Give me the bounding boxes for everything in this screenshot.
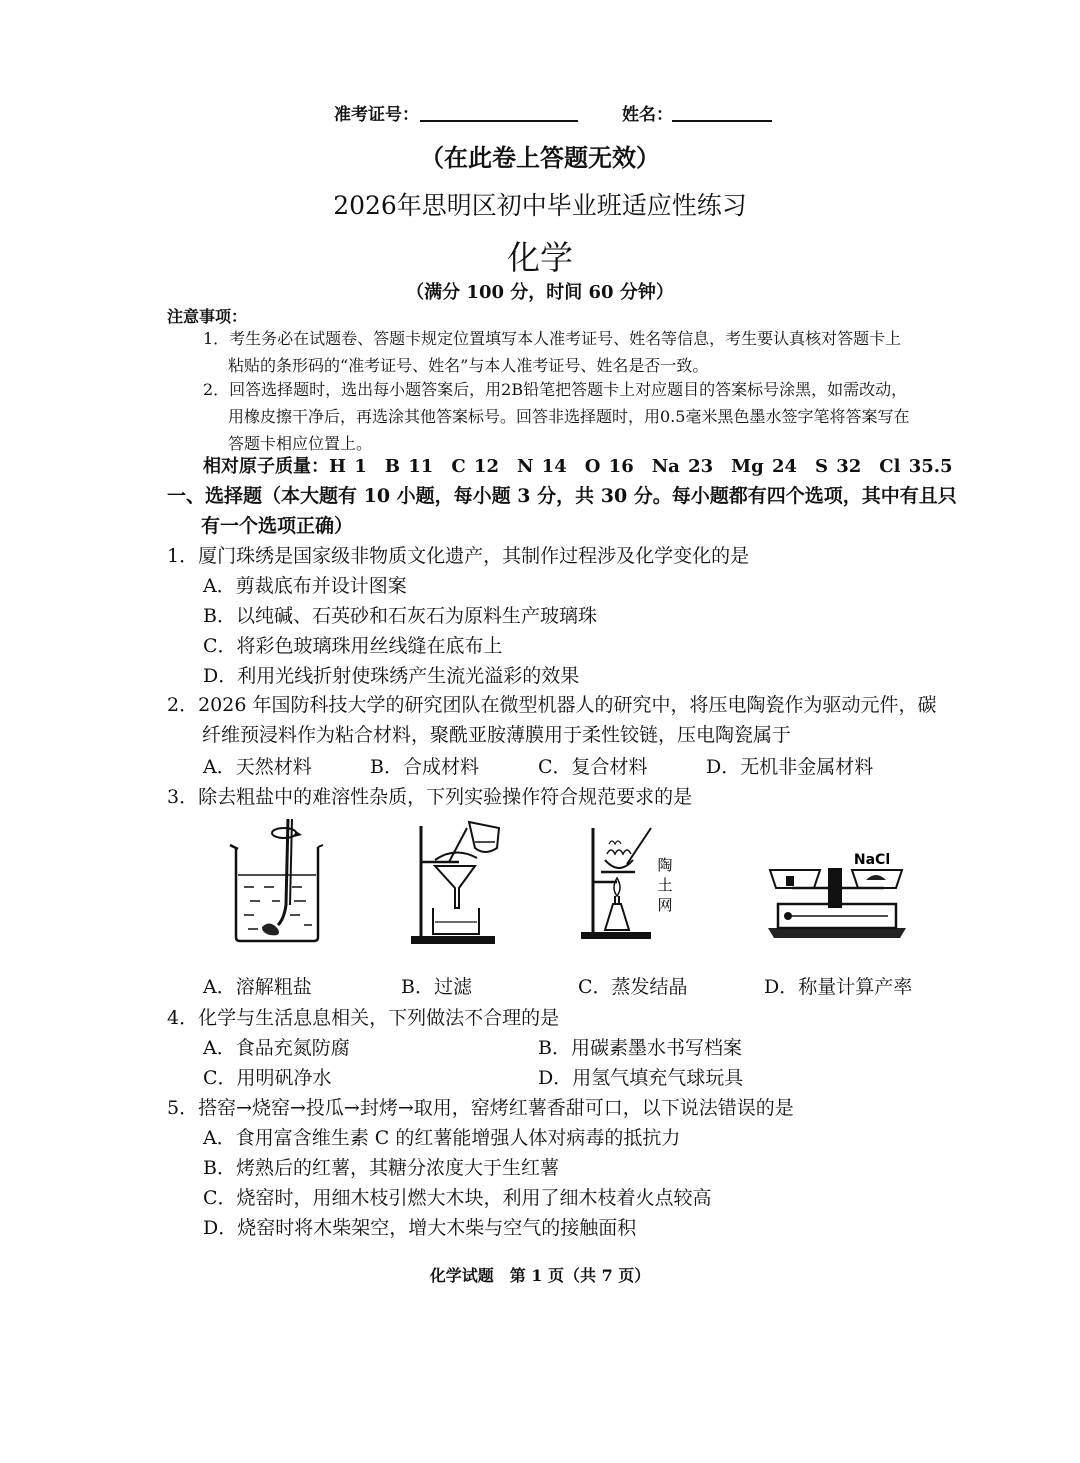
question-5-stem: 5．搭窑→烧窑→投瓜→封烤→取用，窑烤红薯香甜可口，以下说法错误的是 <box>167 1097 794 1119</box>
question-1-option-b: B．以纯碱、石英砂和石灰石为原料生产玻璃珠 <box>203 605 597 627</box>
question-3-option-b: B．过滤 <box>401 976 472 998</box>
question-3-option-c: C．蒸发结晶 <box>578 976 688 998</box>
question-4-option-b: B．用碳素墨水书写档案 <box>538 1037 742 1059</box>
gauze-label-3: 网 <box>657 896 673 914</box>
instruction-1-line2: 粘贴的条形码的“准考证号、姓名”与本人准考证号、姓名是否一致。 <box>228 356 709 375</box>
subject-title: 化学 <box>507 238 573 277</box>
instruction-item-2 <box>203 376 909 457</box>
question-2-option-b: B．合成材料 <box>370 756 479 778</box>
question-2-stem-line2: 纤维预浸料作为粘合材料，聚酰亚胺薄膜用于柔性铰链，压电陶瓷属于 <box>202 724 792 746</box>
question-1-option-d: D．利用光线折射使珠绣产生流光溢彩的效果 <box>203 665 580 687</box>
score-time: （满分 100 分，时间 60 分钟） <box>406 282 674 303</box>
question-1-option-c: C．将彩色玻璃珠用丝线缝在底布上 <box>203 635 503 657</box>
question-2-stem <box>167 690 936 750</box>
invalid-notice: （在此卷上答题无效） <box>420 143 660 172</box>
instructions-title: 注意事项： <box>167 307 248 326</box>
question-5-option-d: D．烧窑时将木柴架空，增大木柴与空气的接触面积 <box>203 1217 637 1239</box>
question-4-option-c: C．用明矾净水 <box>203 1067 332 1089</box>
page-title: 2026年思明区初中毕业班适应性练习 <box>333 191 747 220</box>
gauze-label-1: 陶 <box>657 856 673 874</box>
instruction-2-line2: 用橡皮擦干净后，再选涂其他答案标号。回答非选择题时，用0.5毫米黑色墨水签字笔将答案写在 <box>228 407 910 426</box>
question-4-stem: 4．化学与生活息息相关，下列做法不合理的是 <box>167 1007 560 1029</box>
question-5-option-b: B．烤熟后的红薯，其糖分浓度大于生红薯 <box>203 1157 559 1179</box>
section-heading <box>167 481 957 541</box>
section-heading-line2: 有一个选项正确） <box>201 515 354 537</box>
question-2-option-d: D．无机非金属材料 <box>706 756 874 778</box>
question-5-option-a: A．食用富含维生素 C 的红薯能增强人体对病毒的抵抗力 <box>203 1127 681 1149</box>
question-3-stem: 3．除去粗盐中的难溶性杂质，下列实验操作符合规范要求的是 <box>167 786 693 808</box>
instruction-item-1 <box>203 325 901 379</box>
exam-number-blank <box>420 120 578 122</box>
instruction-1-line1: 1．考生务必在试题卷、答题卡规定位置填写本人准考证号、姓名等信息，考生要认真核对答题卡上 <box>203 329 902 348</box>
dissolve-beaker-figure <box>222 815 332 945</box>
question-2-option-a: A．天然材料 <box>203 756 312 778</box>
instruction-2-line3: 答题卡相应位置上。 <box>228 434 373 453</box>
page-footer: 化学试题 第 1 页（共 7 页） <box>429 1266 651 1285</box>
instruction-2-line1: 2．回答选择题时，选出每小题答案后，用2B铅笔把答题卡上对应题目的答案标号涂黑，如需改动， <box>203 380 908 399</box>
question-3-option-d: D．称量计算产率 <box>764 976 913 998</box>
section-heading-line1: 一、选择题（本大题有 10 小题，每小题 3 分，共 30 分。每小题都有四个选项，其中有且只 <box>167 485 957 507</box>
evaporation-figure <box>575 820 685 950</box>
question-2-stem-line1: 2．2026 年国防科技大学的研究团队在微型机器人的研究中，将压电陶瓷作为驱动元件，碳 <box>167 694 937 716</box>
exam-number-label: 准考证号： <box>334 105 419 125</box>
nacl-label: NaCl <box>853 852 891 868</box>
name-label: 姓名： <box>622 105 673 125</box>
question-4-option-a: A．食品充氮防腐 <box>203 1037 350 1059</box>
question-3-option-a: A．溶解粗盐 <box>203 976 312 998</box>
question-2-option-c: C．复合材料 <box>538 756 648 778</box>
question-5-option-c: C．烧窑时，用细木枝引燃大木块，利用了细木枝着火点较高 <box>203 1187 712 1209</box>
name-blank <box>672 120 772 122</box>
filtration-figure <box>405 818 515 948</box>
atomic-masses: 相对原子质量：H 1 B 11 C 12 N 14 O 16 Na 23 Mg 24 S 32 Cl 35.5 <box>203 456 953 477</box>
balance-figure <box>762 846 912 946</box>
question-1-stem: 1．厦门珠绣是国家级非物质文化遗产，其制作过程涉及化学变化的是 <box>167 545 750 567</box>
question-1-option-a: A．剪裁底布并设计图案 <box>203 575 407 597</box>
question-4-option-d: D．用氢气填充气球玩具 <box>538 1067 744 1089</box>
gauze-label-2: 土 <box>657 876 673 894</box>
